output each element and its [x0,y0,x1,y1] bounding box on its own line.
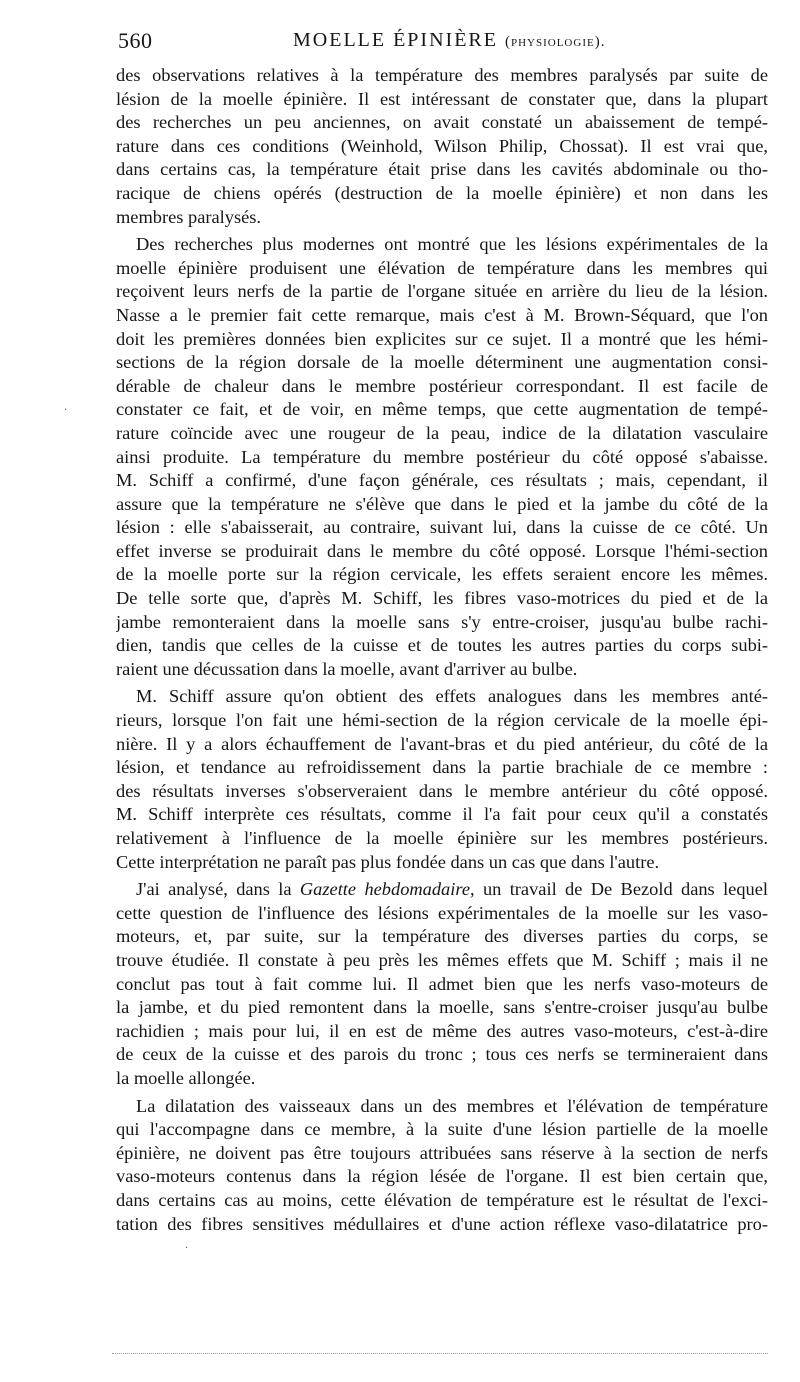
margin-speck: · [185,1243,189,1254]
bottom-bleed-through-line [112,1353,768,1355]
running-title-main: MOELLE ÉPINIÈRE [293,29,498,51]
text-line: ainsi produite. La température du membre postérieur du côté opposé s'abaisse. [116,446,768,467]
text-line: effet inverse se produirait dans le membre du côté opposé. Lorsque l'hémi-section [116,540,768,561]
text-line: qui l'accompagne dans ce membre, à la suite d'une lésion partielle de la moelle [116,1119,768,1140]
text-line: de la moelle porte sur la région cervicale, les effets seraient encore les mêmes. [116,564,768,585]
text-line: raient une décussation dans la moelle, avant d'arriver au bulbe. [116,658,578,679]
text-line: lésion : elle s'abaisserait, au contraire, suivant lui, dans la cuisse de ce côté. Un [116,517,768,538]
text-line: la jambe, et du pied remontent dans la moelle, sans s'entre-croiser jusqu'au bulbe [116,997,768,1018]
text-line: moteurs, et, par suite, sur la température des diverses parties du corps, se [116,926,768,947]
text-line: nière. Il y a alors échauffement de l'avant-bras et du pied antérieur, du côté de la [116,733,768,754]
text-line: racique de chiens opérés (destruction de la moelle épinière) et non dans les [116,182,768,203]
text-line: rature coïncide avec une rougeur de la peau, indice de la dilatation vasculaire [116,422,768,443]
text-line: rachidien ; mais pour lui, il en est de même des autres vaso-moteurs, c'est-à-dire [116,1020,768,1041]
text-line: dans certains cas au moins, cette élévation de température est le résultat de l'exci- [116,1189,768,1210]
running-header [118,28,763,58]
paragraph [116,1095,768,1237]
text-line: Cette interprétation ne paraît pas plus fondée dans un cas que dans l'autre. [116,851,660,872]
text-line: dien, tandis que celles de la cuisse et de toutes les autres parties du corps subi- [116,635,768,656]
text-line: M. Schiff a confirmé, d'une façon générale, ces résultats ; mais, cependant, il [116,470,768,491]
text-line: M. Schiff interprète ces résultats, comme il l'a fait pour ceux qu'il a constatés [116,804,768,825]
text-line: membres paralysés. [116,206,262,227]
text-line: trouve étudiée. Il constate à peu près les mêmes effets que M. Schiff ; mais il ne [116,949,768,970]
text-line: reçoivent leurs nerfs de la partie de l'organe située en arrière du lieu de la lésion. [116,281,768,302]
text-line: lésion, et tendance au refroidissement dans la partie brachiale de ce membre : [116,757,768,778]
text-line: La dilatation des vaisseaux dans un des membres et l'élévation de température [136,1095,768,1116]
paragraph [116,685,768,874]
journal-title: Gazette hebdomadaire [299,879,470,900]
text-line: des résultats inverses s'observeraient dans le membre antérieur du côté opposé. [116,780,768,801]
text-line: J'ai analysé, dans la Gazette hebdomadaire, un travail de De Bezold dans lequel [136,879,768,900]
text-line: relativement à l'influence de la moelle épinière sur les membres postérieurs. [116,828,768,848]
text-line: tation des fibres sensitives médullaires et d'une action réflexe vaso-dilatatrice pro- [116,1213,768,1234]
text-line: rieurs, lorsque l'on fait une hémi-section de la région cervicale de la moelle épi- [116,710,768,731]
running-title-subject: (physiologie). [504,34,606,50]
text-line: constater ce fait, et de voir, en même temps, que cette augmentation de tempé- [116,399,768,420]
margin-speck: · [64,405,68,416]
text-line: des observations relatives à la température des membres paralysés par suite de [116,65,768,85]
text-line: la moelle allongée. [116,1067,256,1088]
text-line: moelle épinière produisent une élévation de température dans les membres qui [116,257,768,278]
page-number: 560 [118,28,153,53]
paragraph [116,878,768,1090]
text-line: épinière, ne doivent pas être toujours attribuées sans réserve à la section de nerfs [116,1142,768,1163]
body-text [116,64,768,1236]
text-line: dérable de chaleur dans le membre postérieur correspondant. Il est facile de [116,375,768,396]
text-line: jambe remonteraient dans la moelle sans s'y entre-croiser, jusqu'au bulbe rachi- [116,611,768,632]
text-line: des recherches un peu anciennes, on avait constaté un abaissement de tempé- [116,112,768,133]
text-line: de ceux de la cuisse et des parois du tronc ; tous ces nerfs se termineraient dans [116,1044,768,1065]
text-line: M. Schiff assure qu'on obtient des effets analogues dans les membres anté- [136,686,768,707]
text-line: lésion de la moelle épinière. Il est intéressant de constater que, dans la plupart [116,88,768,109]
text-line: doit les premières données bien explicites sur ce sujet. Il a montré que les hémi- [116,328,768,349]
paragraph [116,64,768,229]
text-line: dans certains cas, la température était prise dans les cavités abdominale ou tho- [116,159,768,180]
text-line: Nasse a le premier fait cette remarque, mais c'est à M. Brown-Séquard, que l'on [116,304,768,325]
text-line: De telle sorte que, d'après M. Schiff, les fibres vaso-motrices du pied et de la [116,588,768,609]
text-line: vaso-moteurs contenus dans la région lésée de l'organe. Il est bien certain que, [116,1166,768,1187]
text-line: cette question de l'influence des lésions expérimentales de la moelle sur les vaso- [116,902,768,923]
text-line: assure que la température ne s'élève que dans le pied et la jambe du côté de la [116,493,768,514]
text-line: sections de la région dorsale de la moelle déterminent une augmentation consi- [116,352,768,373]
text-line: rature dans ces conditions (Weinhold, Wilson Philip, Chossat). Il est vrai que, [116,135,768,156]
running-title [293,29,605,52]
paragraph [116,233,768,681]
text-line: conclut pas tout à fait comme lui. Il admet bien que les nerfs vaso-moteurs de [116,973,768,994]
text-line: Des recherches plus modernes ont montré que les lésions expérimentales de la [136,234,768,255]
